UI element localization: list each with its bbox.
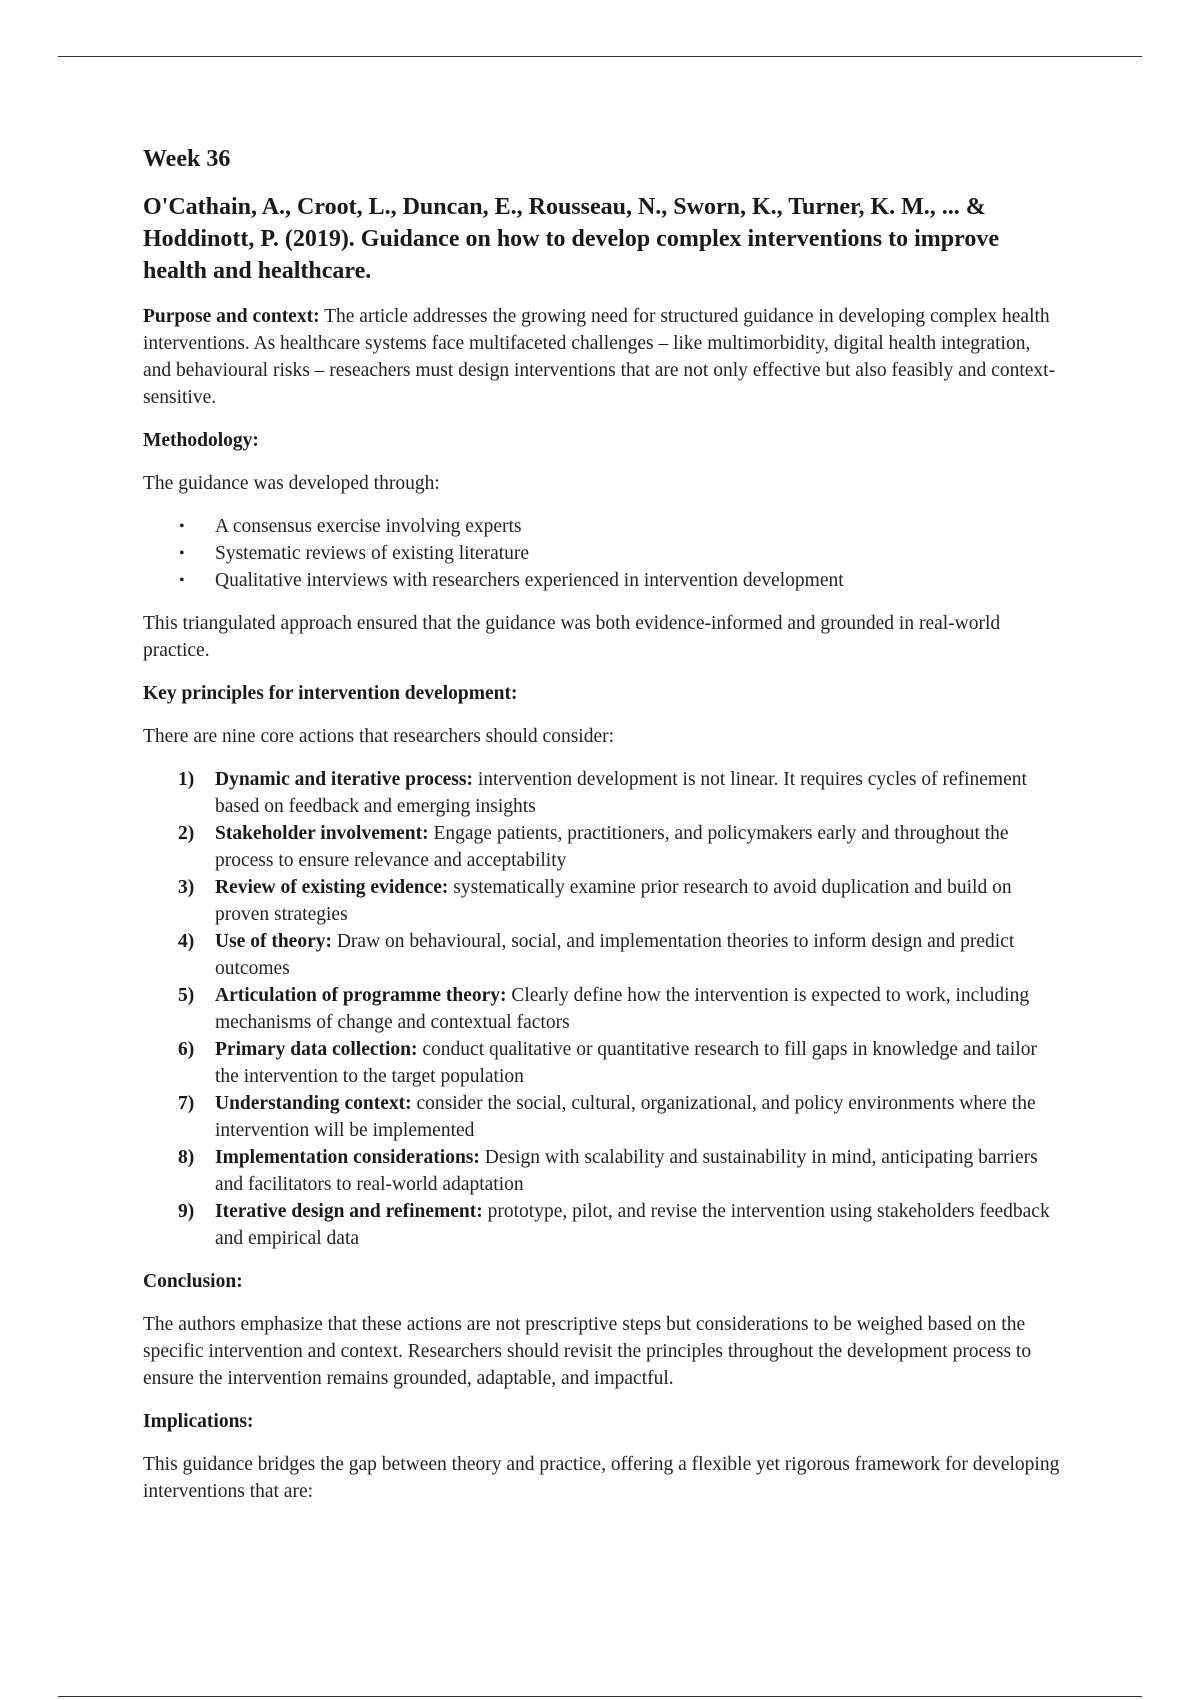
item-text: consider the social, cultural, organizational, and policy environments where the intervention will be implemented (215, 1093, 1036, 1141)
implications-paragraph: This guidance bridges the gap between theory and practice, offering a flexible yet rigorous framework for developing interventions that are: (143, 1454, 1060, 1502)
methodology-list (143, 513, 1063, 594)
item-text: prototype, pilot, and revise the intervention using stakeholders feedback and empirical data (215, 1201, 1050, 1249)
methodology-intro: The guidance was developed through: (143, 473, 440, 494)
item-number: 2) (178, 823, 195, 844)
item-number: 1) (178, 769, 195, 790)
methodology-summary: This triangulated approach ensured that the guidance was both evidence-informed and grounded in real-world practice. (143, 613, 1001, 661)
purpose-paragraph (143, 303, 1063, 411)
list-item (178, 820, 1063, 874)
item-label: Iterative design and refinement: (215, 1201, 483, 1222)
item-number: 9) (178, 1201, 195, 1222)
bullet-icon: • (179, 572, 185, 589)
purpose-text: The article addresses the growing need for structured guidance in developing complex health interventions. As healthcare systems face multifaceted challenges – like multimorbidity, digital health integration, and behavioural risks – reseachers must design interventions that are not only effective but also feasibly and context-sensitive. (143, 306, 1056, 408)
purpose-label: Purpose and context: (143, 306, 320, 327)
item-label: Articulation of programme theory: (215, 985, 507, 1006)
item-number: 5) (178, 985, 195, 1006)
item-label: Understanding context: (215, 1093, 412, 1114)
implications-heading: Implications: (143, 1411, 254, 1432)
item-text: Engage patients, practitioners, and policymakers early and throughout the process to ensure relevance and acceptability (215, 823, 1009, 871)
methodology-heading: Methodology: (143, 430, 259, 451)
bullet-icon: • (179, 545, 185, 562)
list-item (178, 1036, 1063, 1090)
conclusion-paragraph: The authors emphasize that these actions are not prescriptive steps but considerations to be weighed based on the specific intervention and context. Researchers should revisit the principles throughout the development process to ensure the intervention remains grounded, adaptable, and impactful. (143, 1314, 1032, 1389)
list-item (178, 1090, 1063, 1144)
list-item (179, 567, 1063, 594)
list-item (178, 766, 1063, 820)
item-number: 4) (178, 931, 195, 952)
item-text: Draw on behavioural, social, and implementation theories to inform design and predict outcomes (215, 931, 1015, 979)
document-body (143, 143, 1063, 1521)
item-label: Dynamic and iterative process: (215, 769, 473, 790)
list-item (179, 540, 1063, 567)
item-label: Primary data collection: (215, 1039, 418, 1060)
list-item (178, 1144, 1063, 1198)
list-item (178, 874, 1063, 928)
list-item (179, 513, 1063, 540)
item-label: Review of existing evidence: (215, 877, 449, 898)
item-label: Stakeholder involvement: (215, 823, 429, 844)
item-text: Clearly define how the intervention is expected to work, including mechanisms of change and contextual factors (215, 985, 1030, 1033)
footer-rule (58, 1696, 1142, 1697)
item-label: Use of theory: (215, 931, 332, 952)
list-item-text: Qualitative interviews with researchers experienced in intervention development (215, 570, 844, 591)
header-rule (58, 56, 1142, 57)
item-text: systematically examine prior research to avoid duplication and build on proven strategies (215, 877, 1012, 925)
principles-list (143, 766, 1063, 1252)
conclusion-heading: Conclusion: (143, 1271, 243, 1292)
principles-heading: Key principles for intervention development: (143, 683, 518, 704)
bullet-icon: • (179, 518, 185, 535)
week-title: Week 36 (143, 146, 231, 172)
principles-intro: There are nine core actions that researchers should consider: (143, 726, 615, 747)
item-number: 3) (178, 877, 195, 898)
list-item-text: Systematic reviews of existing literature (215, 543, 530, 564)
list-item (178, 982, 1063, 1036)
item-text: Design with scalability and sustainability in mind, anticipating barriers and facilitators to real-world adaptation (215, 1147, 1038, 1195)
item-number: 7) (178, 1093, 195, 1114)
item-number: 6) (178, 1039, 195, 1060)
item-label: Implementation considerations: (215, 1147, 480, 1168)
list-item-text: A consensus exercise involving experts (215, 516, 522, 537)
item-number: 8) (178, 1147, 195, 1168)
citation-title: O'Cathain, A., Croot, L., Duncan, E., Rousseau, N., Sworn, K., Turner, K. M., ... & Hoddinott, P. (2019). Guidance on how to develop complex interventions to improve health and healthcare. (143, 194, 1000, 284)
list-item (178, 1198, 1063, 1252)
item-text: conduct qualitative or quantitative research to fill gaps in knowledge and tailor the intervention to the target population (215, 1039, 1037, 1087)
item-text: intervention development is not linear. It requires cycles of refinement based on feedback and emerging insights (215, 769, 1027, 817)
list-item (178, 928, 1063, 982)
